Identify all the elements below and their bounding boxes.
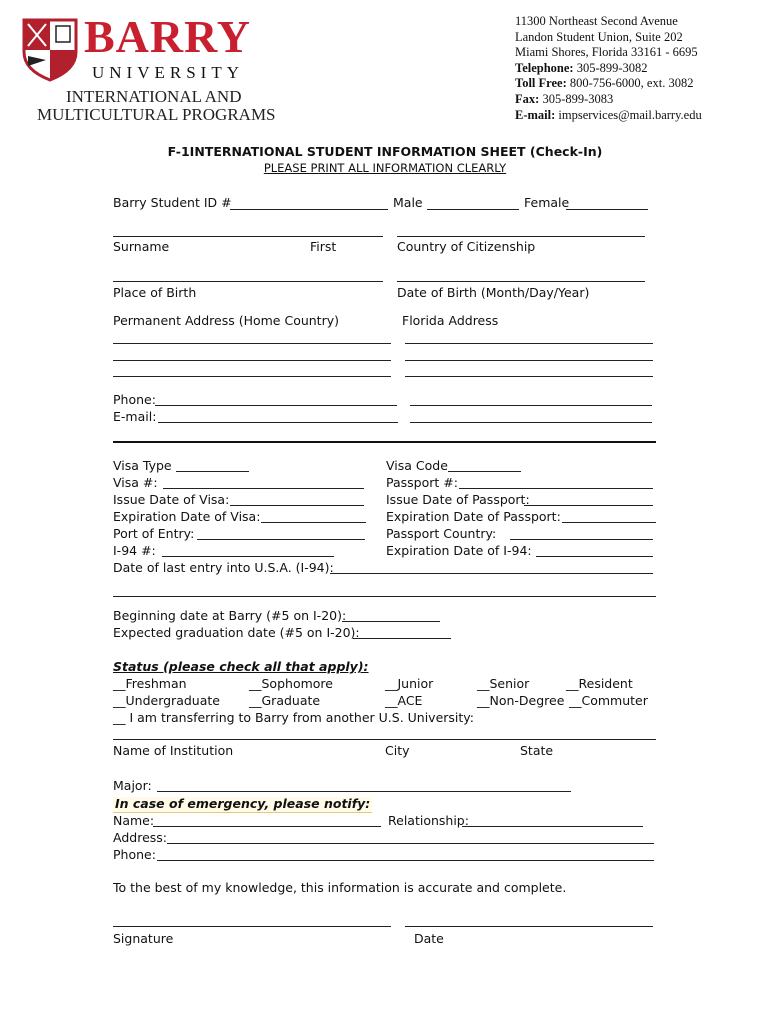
passport-country-field[interactable] (510, 539, 653, 540)
passport-country-label: Passport Country: (386, 526, 497, 541)
email-field[interactable] (158, 422, 398, 423)
emergency-address-field[interactable] (167, 843, 654, 844)
relationship-field[interactable] (462, 826, 643, 827)
surname-label: Surname (113, 239, 170, 254)
port-entry-field[interactable] (197, 539, 365, 540)
male-label: Male (393, 195, 423, 210)
fl-address-line1[interactable] (405, 343, 653, 344)
exp-visa-label: Expiration Date of Visa: (113, 509, 261, 524)
i94-field[interactable] (162, 556, 334, 557)
issue-passport-label: Issue Date of Passport: (386, 492, 530, 507)
exp-i94-label: Expiration Date of I-94: (386, 543, 532, 558)
dept-line2: MULTICULTURAL PROGRAMS (37, 105, 276, 124)
telephone-label: Telephone: (515, 60, 574, 75)
phone-label: Phone: (113, 392, 156, 407)
emergency-name-field[interactable] (153, 826, 381, 827)
junior-checkbox[interactable]: __Junior (385, 676, 434, 691)
city-label: City (385, 743, 410, 758)
emergency-label: In case of emergency, please notify: (115, 796, 371, 811)
issue-visa-label: Issue Date of Visa: (113, 492, 230, 507)
student-id-label: Barry Student ID # (113, 195, 232, 210)
passport-no-field[interactable] (459, 488, 653, 489)
address-line3: Miami Shores, Florida 33161 - 6695 (515, 45, 698, 60)
perm-address-line3[interactable] (113, 376, 391, 377)
country-label: Country of Citizenship (397, 239, 536, 254)
state-label: State (520, 743, 554, 758)
emergency-phone-field[interactable] (157, 860, 654, 861)
issue-visa-field[interactable] (230, 505, 364, 506)
accuracy-statement: To the best of my knowledge, this information is accurate and complete. (113, 880, 567, 895)
place-birth-label: Place of Birth (113, 285, 197, 300)
fl-address-line2[interactable] (405, 360, 653, 361)
address-line1: 11300 Northeast Second Avenue (515, 14, 678, 28)
tollfree-label: Toll Free: (515, 76, 567, 91)
dept-line1: INTERNATIONAL AND (66, 87, 242, 106)
first-label: First (310, 239, 337, 254)
female-field[interactable] (566, 209, 648, 210)
undergraduate-checkbox[interactable]: __Undergraduate (113, 693, 220, 708)
senior-checkbox[interactable]: __Senior (477, 676, 530, 691)
major-field[interactable] (157, 791, 571, 792)
ace-checkbox[interactable]: __ACE (385, 693, 423, 708)
form-subtitle: PLEASE PRINT ALL INFORMATION CLEARLY (263, 161, 507, 175)
visa-code-label: Visa Code (386, 458, 448, 473)
email-label: E-mail: (515, 107, 556, 122)
sophomore-checkbox[interactable]: __Sophomore (249, 676, 333, 691)
visa-no-label: Visa #: (113, 475, 158, 490)
graduate-checkbox[interactable]: __Graduate (249, 693, 321, 708)
section-divider (113, 441, 656, 443)
tollfree-value: 800-756-6000, ext. 3082 (569, 76, 694, 91)
address-line2: Landon Student Union, Suite 202 (515, 29, 683, 44)
fax-label: Fax: (515, 91, 540, 106)
last-entry-label: Date of last entry into U.S.A. (I-94): (113, 560, 334, 575)
barry-shield-logo (22, 18, 78, 82)
begin-date-label: Beginning date at Barry (#5 on I-20): (113, 608, 347, 623)
email-field-label: E-mail: (113, 409, 157, 424)
freshman-checkbox[interactable]: __Freshman (113, 676, 187, 691)
perm-address-line1[interactable] (113, 343, 391, 344)
exp-visa-field[interactable] (261, 522, 366, 523)
fl-email-field[interactable] (410, 422, 652, 423)
country-field[interactable] (397, 236, 645, 237)
logo-university: UNIVERSITY (92, 63, 244, 82)
date-label: Date (414, 931, 444, 946)
commuter-checkbox[interactable]: __Commuter (569, 693, 648, 708)
exp-passport-field[interactable] (562, 522, 656, 523)
name-field[interactable] (113, 236, 383, 237)
female-label: Female (524, 195, 570, 210)
i94-label: I-94 #: (113, 543, 156, 558)
male-field[interactable] (427, 209, 519, 210)
date-field[interactable] (405, 926, 653, 927)
fl-phone-field[interactable] (410, 405, 652, 406)
institution-label: Name of Institution (113, 743, 234, 758)
telephone-value: 305-899-3082 (576, 60, 648, 75)
fax-value: 305-899-3083 (542, 91, 614, 106)
form-title: F-1INTERNATIONAL STUDENT INFORMATION SHEET (Check-In) (167, 144, 603, 159)
section-divider-2 (113, 596, 656, 597)
transfer-checkbox[interactable]: __ I am transferring to Barry from another U.S. University: (113, 710, 474, 725)
visa-type-field[interactable] (176, 471, 249, 472)
exp-passport-label: Expiration Date of Passport: (386, 509, 561, 524)
phone-field[interactable] (155, 405, 397, 406)
dob-field[interactable] (397, 281, 645, 282)
last-entry-field[interactable] (330, 573, 653, 574)
signature-field[interactable] (113, 926, 391, 927)
place-birth-field[interactable] (113, 281, 383, 282)
perm-address-label: Permanent Address (Home Country) (113, 313, 340, 328)
perm-address-line2[interactable] (113, 360, 391, 361)
port-entry-label: Port of Entry: (113, 526, 195, 541)
begin-date-field[interactable] (342, 621, 440, 622)
exp-i94-field[interactable] (536, 556, 653, 557)
email-value: impservices@mail.barry.edu (558, 107, 702, 122)
student-id-field[interactable] (230, 209, 388, 210)
signature-label: Signature (113, 931, 174, 946)
institution-field[interactable] (113, 739, 656, 740)
emergency-name-label: Name: (113, 813, 155, 828)
emergency-phone-label: Phone: (113, 847, 156, 862)
visa-type-label: Visa Type (113, 458, 172, 473)
dob-label: Date of Birth (Month/Day/Year) (397, 285, 590, 300)
issue-passport-field[interactable] (524, 505, 653, 506)
grad-date-label: Expected graduation date (#5 on I-20): (113, 625, 360, 640)
visa-code-field[interactable] (448, 471, 521, 472)
relationship-label: Relationship: (388, 813, 469, 828)
fl-address-line3[interactable] (405, 376, 653, 377)
visa-no-field[interactable] (163, 488, 364, 489)
nondegree-checkbox[interactable]: __Non-Degree (477, 693, 565, 708)
fl-address-label: Florida Address (402, 313, 499, 328)
major-label: Major: (113, 778, 152, 793)
resident-checkbox[interactable]: __Resident (566, 676, 633, 691)
logo-barry: BARRY (84, 11, 251, 62)
passport-no-label: Passport #: (386, 475, 458, 490)
status-label: Status (please check all that apply): (113, 659, 369, 674)
grad-date-field[interactable] (353, 638, 451, 639)
emergency-address-label: Address: (113, 830, 167, 845)
